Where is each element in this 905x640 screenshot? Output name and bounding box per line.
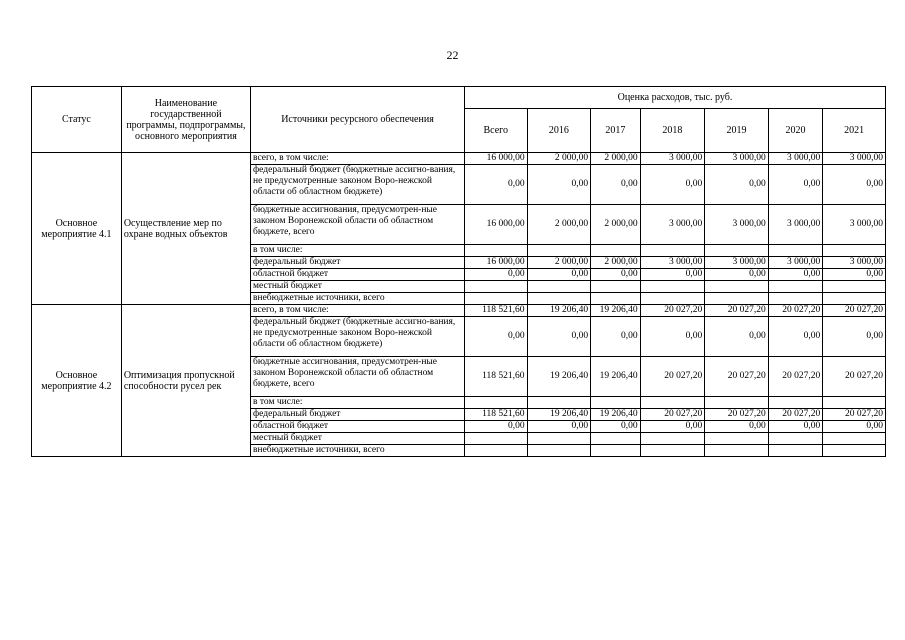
value-cell: 0,00: [591, 165, 640, 205]
value-cell: 0,00: [705, 421, 769, 433]
value-cell: [768, 433, 823, 445]
source-cell: в том числе:: [251, 397, 465, 409]
header-estimate: Оценка расходов, тыс. руб.: [464, 87, 885, 109]
value-cell: [464, 281, 527, 293]
value-cell: 20 027,20: [768, 357, 823, 397]
value-cell: [768, 245, 823, 257]
status-cell: Основное мероприятие 4.2: [32, 305, 122, 457]
value-cell: 118 521,60: [464, 357, 527, 397]
value-cell: [464, 293, 527, 305]
value-cell: [591, 245, 640, 257]
value-cell: [640, 293, 705, 305]
value-cell: 20 027,20: [705, 357, 769, 397]
value-cell: 3 000,00: [705, 153, 769, 165]
value-cell: 0,00: [464, 165, 527, 205]
header-year-2021: 2021: [823, 109, 886, 153]
value-cell: 20 027,20: [823, 409, 886, 421]
value-cell: [640, 281, 705, 293]
value-cell: 3 000,00: [705, 257, 769, 269]
value-cell: [640, 445, 705, 457]
value-cell: 19 206,40: [527, 409, 591, 421]
value-cell: 0,00: [640, 317, 705, 357]
value-cell: 20 027,20: [640, 409, 705, 421]
value-cell: 16 000,00: [464, 257, 527, 269]
value-cell: 0,00: [705, 165, 769, 205]
value-cell: [823, 281, 886, 293]
source-cell: местный бюджет: [251, 281, 465, 293]
value-cell: 2 000,00: [527, 153, 591, 165]
value-cell: 19 206,40: [591, 357, 640, 397]
value-cell: 16 000,00: [464, 153, 527, 165]
value-cell: 0,00: [527, 421, 591, 433]
header-year-total: Всего: [464, 109, 527, 153]
value-cell: 3 000,00: [823, 257, 886, 269]
value-cell: [768, 293, 823, 305]
value-cell: 20 027,20: [768, 409, 823, 421]
value-cell: 19 206,40: [527, 357, 591, 397]
value-cell: [527, 293, 591, 305]
value-cell: 2 000,00: [591, 257, 640, 269]
value-cell: 20 027,20: [823, 357, 886, 397]
value-cell: 19 206,40: [527, 305, 591, 317]
source-cell: бюджетные ассигнования, предусмотрен-ные законом Воронежской области об областном бюджете, всего: [251, 205, 465, 245]
value-cell: [591, 281, 640, 293]
value-cell: 3 000,00: [640, 257, 705, 269]
source-cell: внебюджетные источники, всего: [251, 293, 465, 305]
value-cell: 0,00: [768, 269, 823, 281]
value-cell: 0,00: [705, 269, 769, 281]
value-cell: [640, 397, 705, 409]
source-cell: областной бюджет: [251, 421, 465, 433]
value-cell: [705, 445, 769, 457]
source-cell: местный бюджет: [251, 433, 465, 445]
value-cell: 0,00: [823, 269, 886, 281]
header-status: Статус: [32, 87, 122, 153]
source-cell: всего, в том числе:: [251, 305, 465, 317]
value-cell: [527, 445, 591, 457]
source-cell: бюджетные ассигнования, предусмотрен-ные законом Воронежской области об областном бюджете, всего: [251, 357, 465, 397]
value-cell: 0,00: [823, 165, 886, 205]
source-cell: внебюджетные источники, всего: [251, 445, 465, 457]
status-cell: Основное мероприятие 4.1: [32, 153, 122, 305]
value-cell: 118 521,60: [464, 409, 527, 421]
value-cell: [591, 397, 640, 409]
value-cell: [823, 245, 886, 257]
value-cell: 3 000,00: [823, 153, 886, 165]
value-cell: [464, 245, 527, 257]
value-cell: 0,00: [464, 421, 527, 433]
value-cell: [705, 293, 769, 305]
value-cell: 0,00: [640, 421, 705, 433]
value-cell: 20 027,20: [640, 305, 705, 317]
value-cell: 0,00: [527, 165, 591, 205]
value-cell: 2 000,00: [591, 153, 640, 165]
value-cell: 0,00: [464, 317, 527, 357]
value-cell: [640, 433, 705, 445]
value-cell: 0,00: [527, 317, 591, 357]
page-number: 22: [446, 48, 459, 62]
value-cell: [464, 433, 527, 445]
source-cell: федеральный бюджет (бюджетные ассигно-вания, не предусмотренные законом Воро-нежской области об областном бюджете): [251, 165, 465, 205]
value-cell: 2 000,00: [591, 205, 640, 245]
value-cell: 0,00: [591, 421, 640, 433]
value-cell: 20 027,20: [705, 305, 769, 317]
value-cell: [464, 397, 527, 409]
value-cell: [591, 433, 640, 445]
value-cell: [527, 281, 591, 293]
value-cell: 0,00: [823, 421, 886, 433]
value-cell: 0,00: [464, 269, 527, 281]
source-cell: в том числе:: [251, 245, 465, 257]
value-cell: [768, 397, 823, 409]
value-cell: 3 000,00: [705, 205, 769, 245]
value-cell: 118 521,60: [464, 305, 527, 317]
header-year-2017: 2017: [591, 109, 640, 153]
value-cell: 2 000,00: [527, 257, 591, 269]
source-cell: всего, в том числе:: [251, 153, 465, 165]
value-cell: 3 000,00: [768, 257, 823, 269]
value-cell: [768, 445, 823, 457]
header-year-2020: 2020: [768, 109, 823, 153]
header-sources: Источники ресурсного обеспечения: [251, 87, 465, 153]
value-cell: [527, 397, 591, 409]
value-cell: 20 027,20: [823, 305, 886, 317]
header-year-2016: 2016: [527, 109, 591, 153]
value-cell: 0,00: [768, 421, 823, 433]
value-cell: 3 000,00: [768, 205, 823, 245]
value-cell: 3 000,00: [823, 205, 886, 245]
measure-name-cell: Осуществление мер по охране водных объектов: [121, 153, 250, 305]
value-cell: 0,00: [768, 165, 823, 205]
budget-table: [31, 86, 886, 457]
header-name: Наименование государственной программы, подпрограммы, основного мероприятия: [121, 87, 250, 153]
value-cell: 2 000,00: [527, 205, 591, 245]
value-cell: 16 000,00: [464, 205, 527, 245]
value-cell: [823, 433, 886, 445]
value-cell: 3 000,00: [640, 205, 705, 245]
value-cell: [705, 397, 769, 409]
value-cell: [705, 433, 769, 445]
source-cell: областной бюджет: [251, 269, 465, 281]
table-row: [32, 305, 886, 317]
value-cell: [640, 245, 705, 257]
value-cell: [591, 445, 640, 457]
value-cell: 20 027,20: [768, 305, 823, 317]
value-cell: [591, 293, 640, 305]
value-cell: 0,00: [591, 269, 640, 281]
header-year-2018: 2018: [640, 109, 705, 153]
value-cell: 3 000,00: [768, 153, 823, 165]
value-cell: 0,00: [640, 269, 705, 281]
source-cell: федеральный бюджет (бюджетные ассигно-вания, не предусмотренные законом Воро-нежской области об областном бюджете): [251, 317, 465, 357]
value-cell: [768, 281, 823, 293]
source-cell: федеральный бюджет: [251, 409, 465, 421]
value-cell: 0,00: [823, 317, 886, 357]
value-cell: 0,00: [527, 269, 591, 281]
value-cell: [823, 293, 886, 305]
value-cell: [823, 445, 886, 457]
value-cell: 20 027,20: [705, 409, 769, 421]
value-cell: [823, 397, 886, 409]
value-cell: 0,00: [640, 165, 705, 205]
value-cell: [705, 245, 769, 257]
value-cell: 20 027,20: [640, 357, 705, 397]
value-cell: 0,00: [768, 317, 823, 357]
value-cell: 19 206,40: [591, 305, 640, 317]
value-cell: [527, 433, 591, 445]
table-row: [32, 153, 886, 165]
value-cell: 3 000,00: [640, 153, 705, 165]
value-cell: 0,00: [705, 317, 769, 357]
value-cell: [464, 445, 527, 457]
value-cell: 19 206,40: [591, 409, 640, 421]
header-year-2019: 2019: [705, 109, 769, 153]
measure-name-cell: Оптимизация пропускной способности русел рек: [121, 305, 250, 457]
value-cell: [527, 245, 591, 257]
value-cell: [705, 281, 769, 293]
value-cell: 0,00: [591, 317, 640, 357]
source-cell: федеральный бюджет: [251, 257, 465, 269]
